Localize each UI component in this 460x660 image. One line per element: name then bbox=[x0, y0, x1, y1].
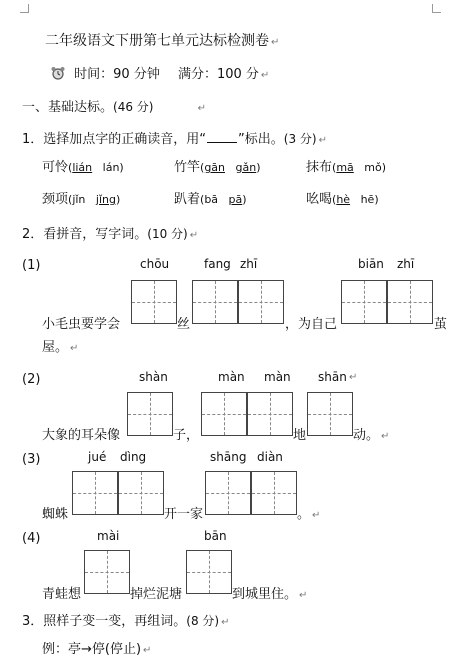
pinyin-shan-2: shān bbox=[318, 370, 347, 384]
pinyin-zhi: zhī bbox=[240, 257, 258, 271]
writing-grid[interactable] bbox=[84, 550, 130, 594]
writing-grid[interactable] bbox=[247, 392, 293, 436]
pinyin-dian: diàn bbox=[257, 450, 283, 464]
pinyin-man-2: màn bbox=[264, 370, 291, 384]
pinyin-chou: chōu bbox=[140, 257, 170, 271]
writing-grid[interactable] bbox=[341, 280, 387, 324]
underline-blank bbox=[207, 132, 237, 143]
writing-grid[interactable] bbox=[131, 280, 177, 324]
question-2-heading: 2．看拼音，写字词。(10 分) ↵ bbox=[22, 227, 199, 242]
section-heading-basics: 一、基础达标。(46 分) ↵ bbox=[22, 100, 206, 115]
pinyin-ban: bān bbox=[204, 529, 227, 543]
writing-grid[interactable] bbox=[205, 471, 251, 515]
pinyin-fang: fang bbox=[204, 257, 231, 271]
writing-grid[interactable] bbox=[192, 280, 238, 324]
question-3-example: 例：亭→停(停止) ↵ bbox=[42, 642, 152, 657]
q2-sub3-number: (3) bbox=[22, 452, 41, 467]
pinyin-mai: mài bbox=[97, 529, 120, 543]
pinyin-jue: jué bbox=[88, 450, 107, 464]
pinyin-shan: shàn bbox=[139, 370, 168, 384]
paragraph-mark: ↵ bbox=[271, 37, 280, 48]
time-score-line: 时间：90 分钟 满分：100 分 ↵ bbox=[50, 63, 269, 82]
writing-grid[interactable] bbox=[72, 471, 118, 515]
pinyin-shang: shāng bbox=[210, 450, 247, 464]
page-corner-mark-right bbox=[432, 4, 441, 13]
writing-grid[interactable] bbox=[251, 471, 297, 515]
page-corner-mark-left bbox=[20, 4, 29, 13]
q1-item-yaohe: 吆喝(hè hē) bbox=[306, 192, 379, 207]
q1-item-mabu: 抹布(mā mǒ) bbox=[306, 160, 387, 175]
q1-item-jingxiang: 颈项(jǐn jǐng) bbox=[42, 192, 121, 207]
writing-grid[interactable] bbox=[118, 471, 164, 515]
writing-grid[interactable] bbox=[387, 280, 433, 324]
question-3-heading: 3．照样子变一变，再组词。(8 分) ↵ bbox=[22, 614, 230, 629]
question-1-heading: 1．选择加点字的正确读音，用“ ”标出。(3 分) ↵ bbox=[22, 132, 327, 147]
q1-item-kelian: 可怜(lián lán) bbox=[42, 160, 124, 175]
writing-grid[interactable] bbox=[307, 392, 353, 436]
writing-grid[interactable] bbox=[186, 550, 232, 594]
q1-item-pazhe: 趴着(bā pā) bbox=[174, 192, 247, 207]
pinyin-bian: biān bbox=[358, 257, 384, 271]
pinyin-ding: dìng bbox=[120, 450, 147, 464]
document-title: 二年级语文下册第七单元达标检测卷 ↵ bbox=[45, 33, 280, 49]
alarm-clock-icon bbox=[50, 66, 66, 80]
q2-sub1-number: (1) bbox=[22, 258, 41, 273]
q1-item-zhugan: 竹竿(gān gǎn) bbox=[174, 160, 261, 175]
writing-grid[interactable] bbox=[127, 392, 173, 436]
q2-sub4-number: (4) bbox=[22, 531, 41, 546]
pinyin-man: màn bbox=[218, 370, 245, 384]
pinyin-zhi-2: zhī bbox=[397, 257, 415, 271]
writing-grid[interactable] bbox=[238, 280, 284, 324]
q2-sub2-number: (2) bbox=[22, 372, 41, 387]
writing-grid[interactable] bbox=[201, 392, 247, 436]
